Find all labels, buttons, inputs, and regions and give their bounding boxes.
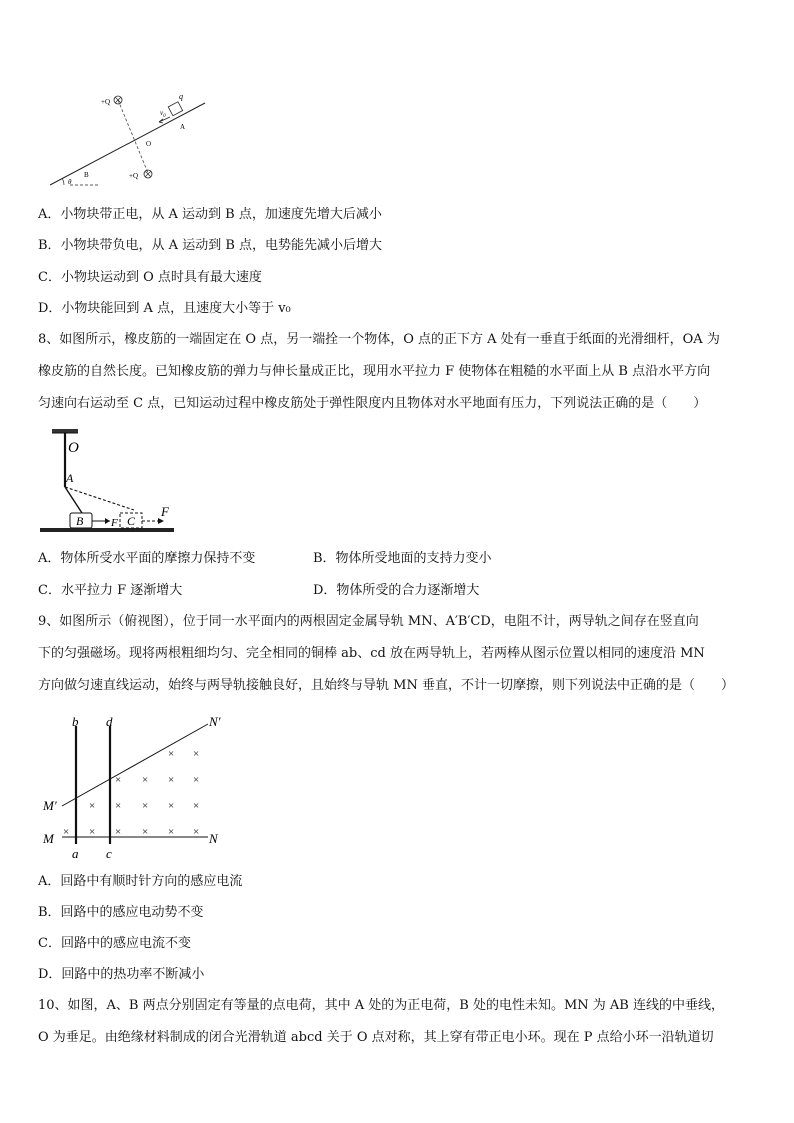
field-cross-mark: × xyxy=(193,826,200,838)
q7-option-a: A．小物块带正电，从 A 运动到 B 点，加速度先增大后减小 xyxy=(38,207,382,222)
field-cross-mark: × xyxy=(115,800,122,812)
field-cross-mark: × xyxy=(168,774,175,786)
field-cross-mark: × xyxy=(89,800,96,812)
label-Nprime: N′ xyxy=(209,714,221,729)
label-M: M xyxy=(43,831,54,846)
label-theta: θ xyxy=(68,178,72,186)
q7-figure xyxy=(40,88,220,188)
label-a: a xyxy=(72,846,79,861)
theta-arc xyxy=(62,178,64,185)
rubber-band-AC-dashed xyxy=(65,487,134,510)
bottom-charge-label: +Q xyxy=(129,172,139,180)
magnetic-field-marks xyxy=(63,748,199,838)
label-N: N xyxy=(209,831,218,846)
q9-option-c: C．回路中的感应电流不变 xyxy=(38,936,191,951)
label-O: O xyxy=(68,440,79,456)
label-q: q xyxy=(179,92,183,101)
label-B: B xyxy=(76,514,84,528)
q8-stem-1: 8、如图所示，橡皮筋的一端固定在 O 点，另一端拴一个物体，O 点的正下方 A 处有一垂直于纸面的光滑细杆，OA 为 xyxy=(38,332,720,347)
field-cross-mark: × xyxy=(142,774,149,786)
rail-MprimeNprime xyxy=(62,724,208,806)
q9-stem-2: 下的匀强磁场。现将两根粗细均匀、完全相同的铜棒 ab、cd 放在两导轨上，若两棒从图示位置以相同的速度沿 MN xyxy=(38,646,705,661)
field-cross-mark: × xyxy=(115,774,122,786)
field-cross-mark: × xyxy=(63,826,70,838)
q8-option-a: A．物体所受水平面的摩擦力保持不变 xyxy=(38,551,256,566)
label-F-small: F xyxy=(111,517,118,529)
label-B: B xyxy=(84,171,89,179)
q8-option-d: D．物体所受的合力逐渐增大 xyxy=(313,583,480,598)
field-cross-mark: × xyxy=(142,800,149,812)
field-cross-mark: × xyxy=(193,748,200,760)
field-cross-mark: × xyxy=(168,826,175,838)
q8-figure xyxy=(38,425,188,535)
q9-stem-3: 方向做匀速直线运动，始终与两导轨接触良好，且始终与导轨 MN 垂直，不计一切摩擦，则下列说法中正确的是（ ） xyxy=(38,678,734,693)
field-cross-mark: × xyxy=(115,826,122,838)
charge-connector xyxy=(118,100,148,173)
label-b: b xyxy=(72,714,79,729)
q7-option-d: D．小物块能回到 A 点，且速度大小等于 v₀ xyxy=(38,301,291,316)
label-Mprime: M′ xyxy=(43,798,57,813)
incline-line xyxy=(50,103,205,185)
label-d: d xyxy=(106,714,113,729)
q7-option-b: B．小物块带负电，从 A 运动到 B 点，电势能先减小后增大 xyxy=(38,238,383,253)
q8-option-c: C．水平拉力 F 逐渐增大 xyxy=(38,583,183,598)
field-cross-mark: × xyxy=(168,748,175,760)
q10-stem-1: 10、如图，A、B 两点分别固定有等量的点电荷，其中 A 处的为正电荷，B 处的电性未知。MN 为 AB 连线的中垂线， xyxy=(38,998,724,1013)
label-F: F xyxy=(161,504,169,519)
q9-figure xyxy=(40,712,240,862)
q7-option-c: C．小物块运动到 O 点时具有最大速度 xyxy=(38,270,262,285)
q8-stem-3: 匀速向右运动至 C 点，已知运动过程中橡皮筋处于弹性限度内且物体对水平地面有压力，下列说法正确的是（ ） xyxy=(38,396,707,411)
label-O: O xyxy=(146,140,152,148)
label-C: C xyxy=(127,514,136,528)
q9-option-d: D．回路中的热功率不断减小 xyxy=(38,967,205,982)
rubber-band-AB xyxy=(65,487,82,513)
label-v0: $v_0$ xyxy=(160,109,166,119)
label-c: c xyxy=(106,846,112,861)
field-cross-mark: × xyxy=(168,800,175,812)
q9-option-a: A．回路中有顺时针方向的感应电流 xyxy=(38,874,243,889)
field-cross-mark: × xyxy=(89,826,96,838)
q9-option-b: B．回路中的感应电动势不变 xyxy=(38,905,204,920)
q9-stem-1: 9、如图所示（俯视图），位于同一水平面内的两根固定金属导轨 MN、A′B′CD，电阻不计，两导轨之间存在竖直向 xyxy=(38,614,699,629)
label-A: A xyxy=(66,471,74,485)
field-cross-mark: × xyxy=(193,774,200,786)
ceiling-hatch xyxy=(52,429,78,433)
block-q xyxy=(168,102,182,116)
top-charge-label: +Q xyxy=(101,98,111,106)
ground xyxy=(40,528,174,532)
q8-option-b: B．物体所受地面的支持力变小 xyxy=(313,551,492,566)
field-cross-mark: × xyxy=(142,826,149,838)
field-cross-mark: × xyxy=(193,800,200,812)
q8-stem-2: 橡皮筋的自然长度。已知橡皮筋的弹力与伸长量成正比，现用水平拉力 F 使物体在粗糙的水平面上从 B 点沿水平方向 xyxy=(38,364,711,379)
label-A: A xyxy=(180,123,186,131)
q10-stem-2: O 为垂足。由绝缘材料制成的闭合光滑轨道 abcd 关于 O 点对称，其上穿有带正电小环。现在 P 点给小环一沿轨道切 xyxy=(38,1030,714,1045)
